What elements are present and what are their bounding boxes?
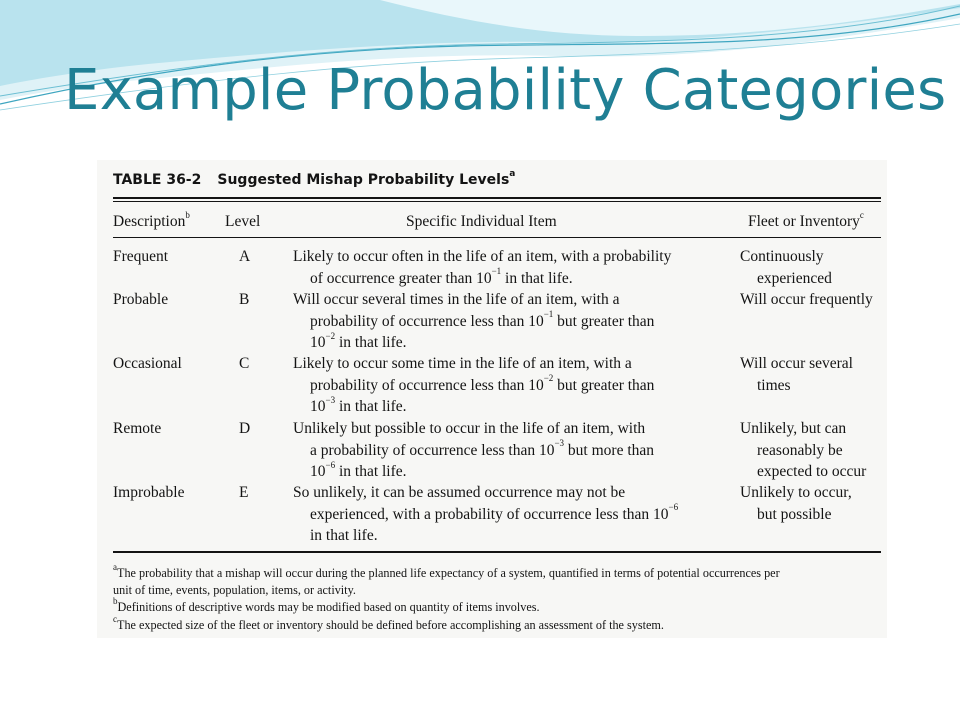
footnote-line: $^a$The probability that a mishap will occur during the planned life expectancy of a system, quantified in terms of potential occurrences per (113, 561, 780, 580)
row-specific-item (293, 246, 671, 289)
row-description: Occasional (113, 355, 182, 372)
top-rule (113, 197, 881, 199)
row-specific-item (293, 418, 654, 483)
row-description: Frequent (113, 248, 169, 265)
header-description: Description$^b$ (113, 209, 190, 230)
table-caption-text: Suggested Mishap Probability Levels (217, 172, 510, 188)
row-specific-item (293, 353, 654, 418)
fleet-line: Will occur several (740, 355, 853, 372)
header-level: Level (225, 213, 261, 230)
row-description: Remote (113, 420, 162, 437)
table-caption (113, 169, 516, 188)
row-description: Probable (113, 291, 169, 308)
top-rule-thin (113, 201, 881, 202)
row-level: A (239, 248, 251, 265)
slide-title: Example Probability Categories (64, 58, 947, 123)
fleet-line: Unlikely to occur, (740, 484, 852, 501)
row-fleet (740, 418, 866, 483)
fleet-line: times (757, 376, 791, 394)
item-line: Unlikely but possible to occur in the life of an item, with (293, 420, 646, 437)
exponent: −3 (325, 394, 336, 405)
fleet-line: but possible (757, 505, 832, 523)
fleet-line: expected to occur (757, 463, 867, 480)
footnote-mark: b (113, 595, 118, 606)
row-specific-item (293, 482, 678, 547)
item-line: a probability of occurrence less than $10^{-3}$ but more than (310, 438, 655, 459)
bottom-rule (113, 551, 881, 553)
exponent: −1 (543, 309, 554, 320)
header-fleet: Fleet or Inventory$^c$ (748, 209, 864, 230)
item-line: in that life. (310, 527, 378, 544)
fleet-line: Will occur frequently (740, 291, 873, 308)
exponent: −3 (554, 438, 565, 449)
header-specific-item: Specific Individual Item (406, 213, 557, 230)
item-line: $10^{-2}$ in that life. (310, 330, 407, 351)
item-line: Likely to occur some time in the life of an item, with a (293, 355, 632, 372)
exponent: −1 (491, 266, 502, 277)
fleet-line: reasonably be (757, 441, 843, 459)
item-line: $10^{-3}$ in that life. (310, 394, 407, 415)
item-line: So unlikely, it can be assumed occurrence may not be (293, 484, 626, 501)
footnote-line: $^b$Definitions of descriptive words may be modified based on quantity of items involves. (113, 595, 540, 614)
exponent: −6 (325, 459, 336, 470)
row-level: E (239, 484, 249, 501)
row-fleet (740, 289, 873, 311)
fleet-line: experienced (757, 269, 832, 287)
table-number: TABLE 36-2 (113, 172, 202, 188)
footnote-line: unit of time, events, population, items, or activity. (113, 582, 356, 597)
fleet-line: Unlikely, but can (740, 420, 847, 437)
item-line: $10^{-6}$ in that life. (310, 459, 407, 480)
footnote (113, 561, 780, 598)
footnote-mark: a (113, 561, 117, 572)
row-fleet (740, 353, 853, 396)
item-line: Will occur several times in the life of an item, with a (293, 291, 620, 308)
caption-footnote-mark: a (509, 169, 516, 180)
fleet-line: Continuously (740, 248, 824, 265)
header-rule (113, 237, 881, 238)
exponent: −6 (668, 502, 679, 513)
footnote (113, 595, 540, 616)
item-line: probability of occurrence less than $10^{-1}$ but greater than (310, 309, 655, 330)
row-level: D (239, 420, 251, 437)
footnote-line: $^c$The expected size of the fleet or inventory should be defined before accomplishing an assessment of the system. (113, 613, 664, 632)
item-line: experienced, with a probability of occurrence less than $10^{-6}$ (310, 502, 679, 523)
probability-table (97, 160, 887, 638)
exponent: −2 (543, 373, 554, 384)
footnote (113, 613, 664, 634)
row-fleet (740, 246, 832, 289)
exponent: −2 (325, 330, 336, 341)
row-description: Improbable (113, 484, 185, 501)
row-fleet (740, 482, 852, 525)
item-line: of occurrence greater than $10^{-1}$ in that life. (310, 266, 573, 287)
row-level: C (239, 355, 250, 372)
footnote-mark: c (113, 613, 117, 624)
item-line: probability of occurrence less than $10^{-2}$ but greater than (310, 373, 655, 394)
row-level: B (239, 291, 250, 308)
row-specific-item (293, 289, 654, 354)
item-line: Likely to occur often in the life of an item, with a probability (293, 248, 672, 265)
